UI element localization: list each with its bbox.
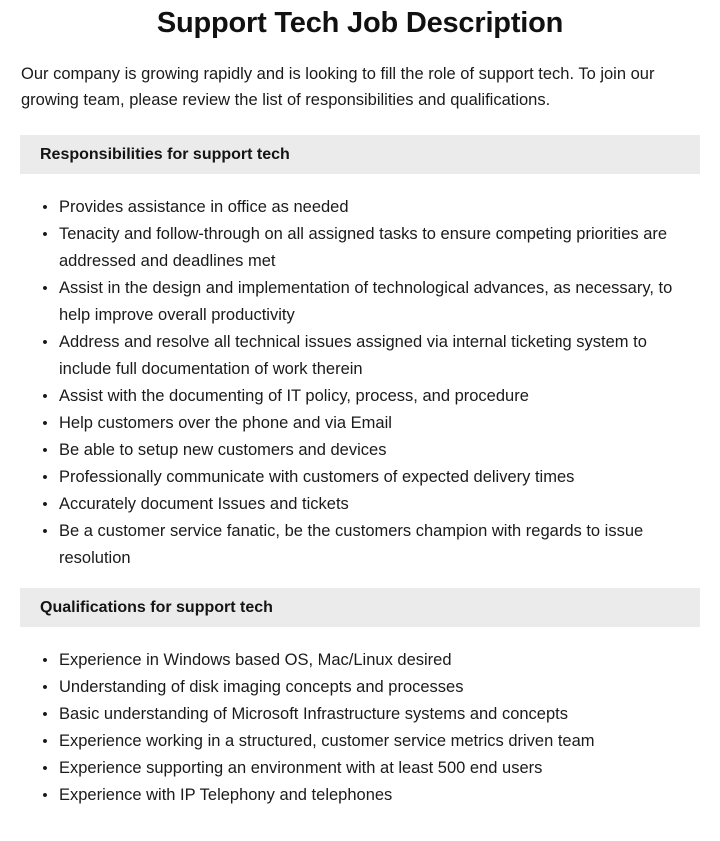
- list-item: [0, 383, 720, 410]
- bullet-point-icon: •: [42, 523, 48, 540]
- bullet-point-icon: •: [42, 733, 48, 750]
- bullet-point-icon: •: [42, 388, 48, 405]
- list-item-label: Assist with the documenting of IT policy, process, and procedure: [59, 387, 529, 405]
- list-item: [0, 437, 720, 464]
- list-item: [0, 782, 720, 809]
- list-item-label: Experience in Windows based OS, Mac/Linux desired: [59, 651, 452, 669]
- list-item: [0, 701, 720, 728]
- bullet-point-icon: •: [42, 706, 48, 723]
- bullet-point-icon: •: [42, 496, 48, 513]
- list-item-label: Help customers over the phone and via Email: [59, 414, 392, 432]
- list-item: [0, 329, 720, 383]
- list-item: [0, 728, 720, 755]
- list-item-label: Be able to setup new customers and devices: [59, 441, 387, 459]
- list-item-label: Assist in the design and implementation of technological advances, as necessary, to help improve overall productivity: [59, 279, 673, 324]
- list-item: [0, 221, 720, 275]
- section-qualifications: [0, 572, 720, 809]
- list-item-label: Professionally communicate with customers of expected delivery times: [59, 468, 575, 486]
- list-item-label: Accurately document Issues and tickets: [59, 495, 349, 513]
- bullet-point-icon: •: [42, 226, 48, 243]
- qualifications-list: [0, 627, 720, 809]
- section-header-responsibilities: [20, 135, 700, 174]
- list-item-label: Address and resolve all technical issues assigned via internal ticketing system to include full documentation of work therein: [59, 333, 647, 378]
- page-title: Support Tech Job Description: [156, 7, 564, 39]
- list-item: [0, 410, 720, 437]
- bullet-point-icon: •: [42, 469, 48, 486]
- list-item-label: Experience with IP Telephony and telephones: [59, 786, 393, 804]
- list-item: [0, 518, 720, 572]
- section-responsibilities: [0, 113, 720, 572]
- list-item-label: Provides assistance in office as needed: [59, 198, 349, 216]
- bullet-point-icon: •: [42, 199, 48, 216]
- list-item-label: Experience working in a structured, customer service metrics driven team: [59, 732, 595, 750]
- list-item: [0, 194, 720, 221]
- bullet-point-icon: •: [42, 442, 48, 459]
- bullet-point-icon: •: [42, 760, 48, 777]
- section-header-qualifications: [20, 588, 700, 627]
- bullet-point-icon: •: [42, 334, 48, 351]
- bullet-point-icon: •: [42, 652, 48, 669]
- list-item: [0, 755, 720, 782]
- intro-paragraph: Our company is growing rapidly and is looking to fill the role of support tech. To join our growing team, please review the list of responsibilities and qualifications.: [21, 65, 655, 109]
- list-item-label: Tenacity and follow-through on all assigned tasks to ensure competing priorities are addressed and deadlines met: [59, 225, 668, 270]
- bullet-point-icon: •: [42, 679, 48, 696]
- list-item: [0, 275, 720, 329]
- bullet-point-icon: •: [42, 787, 48, 804]
- bullet-point-icon: •: [42, 280, 48, 297]
- section-header-label: Qualifications for support tech: [40, 598, 273, 616]
- list-item: [0, 491, 720, 518]
- responsibilities-list: [0, 174, 720, 572]
- list-item-label: Be a customer service fanatic, be the customers champion with regards to issue resolution: [59, 522, 644, 567]
- list-item-label: Basic understanding of Microsoft Infrastructure systems and concepts: [59, 705, 568, 723]
- bullet-point-icon: •: [42, 415, 48, 432]
- list-item-label: Experience supporting an environment with at least 500 end users: [59, 759, 543, 777]
- list-item: [0, 647, 720, 674]
- list-item: [0, 464, 720, 491]
- list-item: [0, 674, 720, 701]
- list-item-label: Understanding of disk imaging concepts and processes: [59, 678, 464, 696]
- section-header-label: Responsibilities for support tech: [40, 145, 290, 163]
